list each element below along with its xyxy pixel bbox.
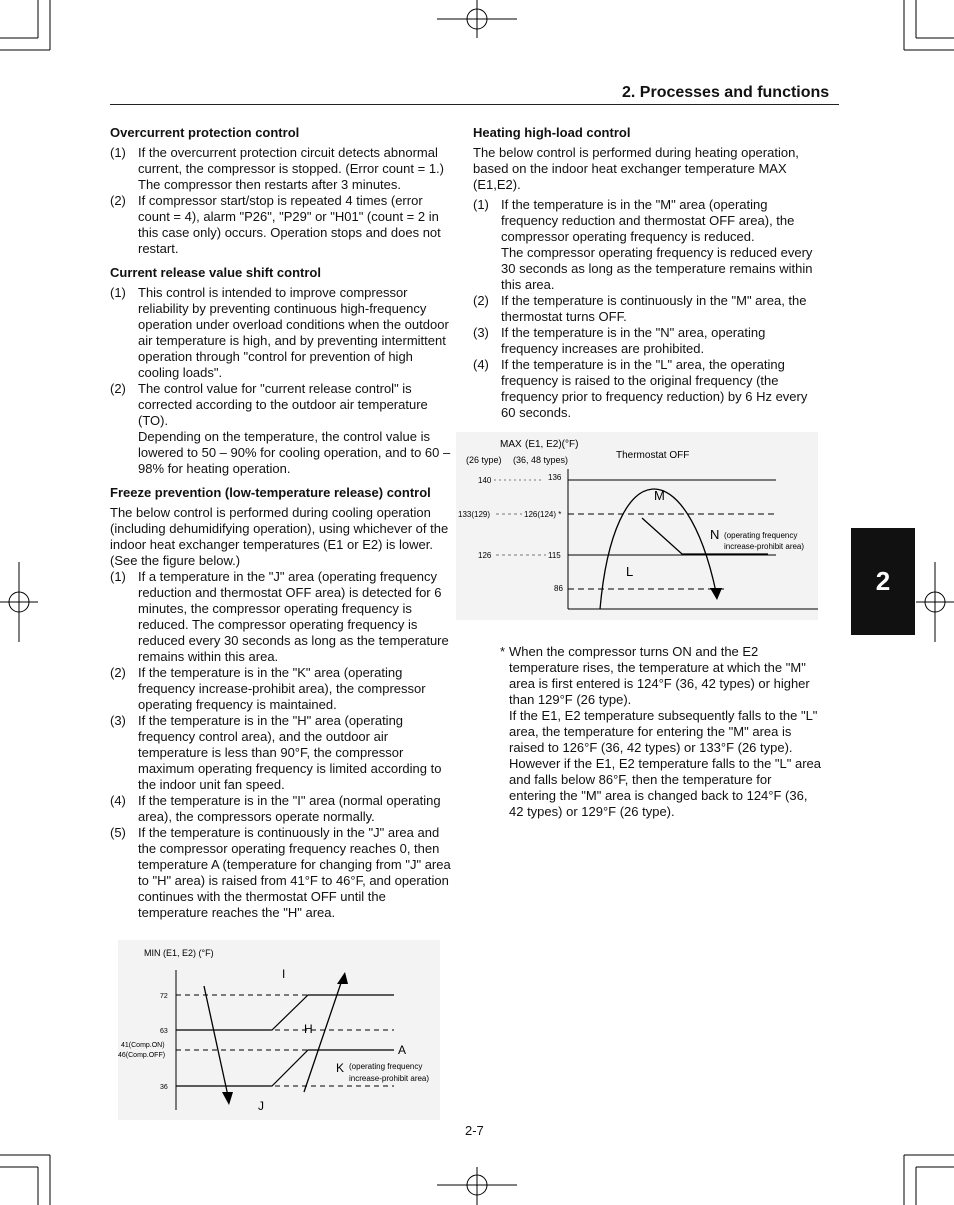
- tick-label: 63: [160, 1028, 168, 1035]
- list-item: [110, 381, 455, 477]
- item-number: (3): [473, 325, 489, 340]
- area-label-n: N: [710, 527, 720, 542]
- area-label-j: J: [258, 1099, 264, 1113]
- list-item: [473, 293, 818, 325]
- list-item: [110, 145, 455, 193]
- freeze-intro: The below control is performed during cooling operation (including dehumidifying operation), using whichever of the indoor heat exchanger temperatures (E1 or E2) is lower. (See the figure below.): [110, 505, 449, 568]
- item-text: If the temperature is in the "M" area (operating frequency reduction and thermostat OFF area), the compressor operating frequency is reduced. The compressor operating frequency is reduced every 30 seconds as long as the temperature remains within this area.: [501, 197, 813, 292]
- chapter-tab: 2: [851, 528, 915, 635]
- tick-label: 115: [548, 551, 561, 560]
- item-number: (2): [110, 381, 126, 396]
- area-label-i: I: [282, 967, 286, 981]
- item-number: (2): [110, 665, 126, 680]
- heating-load-chart: [456, 432, 818, 620]
- item-text: If a temperature in the "J" area (operating frequency reduction and thermostat OFF area) is detected for 6 minutes, the compressor operating frequency is reduced. The compressor operating frequency is reduced every 30 seconds as long as the temperature remains within this area.: [138, 569, 449, 664]
- tick-label: 126: [478, 551, 492, 560]
- tick-label: 126(124) *: [524, 510, 562, 519]
- area-n-note: (operating frequency: [724, 531, 798, 540]
- item-text: The control value for "current release control" is corrected according to the outdoor air temperature (TO). Depending on the temperature, the control value is lowered to 50 – 90% for cooling operation, and to 60 – 98% for heating operation.: [138, 381, 451, 476]
- tick-label: 46(Comp.OFF): [118, 1052, 166, 1059]
- item-text: If the temperature is in the "H" area (operating frequency control area), and the outdoor air temperature is less than 90°F, the compressor maximum operating frequency is limited according to the indoor unit fan speed.: [138, 713, 442, 792]
- item-text: If the temperature is continuously in the "M" area, the thermostat turns OFF.: [501, 293, 807, 324]
- item-number: (2): [473, 293, 489, 308]
- item-text: If the temperature is in the "K" area (operating frequency increase-prohibit area), the compressor operating frequency is maintained.: [138, 665, 426, 712]
- freeze-prevention-chart: [118, 940, 440, 1120]
- footnote-text: When the compressor turns ON and the E2 temperature rises, the temperature at which the "M" area is first entered is 124°F (36, 42 types) or higher than 129°F (26 type). If the E1, E2 temperature subsequently falls to the "L" area, the temperature for entering the "M" area is raised to 126°F (36, 42 types) or 133°F (26 type). However if the E1, E2 temperature falls to the "L" area and falls below 86°F, then the temperature for entering the "M" area is changed back to 124°F (36, 42 types) or 129°F (26 type).: [509, 644, 821, 819]
- list-item: [110, 285, 455, 381]
- tick-label: 72: [160, 993, 168, 1000]
- item-number: (2): [110, 193, 126, 208]
- left-column: [110, 125, 455, 921]
- list-item: [473, 357, 818, 421]
- tick-label: 86: [554, 584, 563, 593]
- tick-label: 36: [160, 1084, 168, 1091]
- right-column: [473, 125, 818, 421]
- header-rule: [110, 104, 839, 105]
- heating-heading: Heating high-load control: [473, 125, 631, 140]
- list-item: [473, 325, 818, 357]
- item-number: (4): [473, 357, 489, 372]
- list-item: [110, 713, 455, 793]
- area-n-note: increase-prohibit area): [724, 542, 805, 551]
- tick-label: 133(129): [458, 510, 491, 519]
- list-item: [110, 825, 455, 921]
- section-title: 2. Processes and functions: [622, 84, 830, 101]
- list-item: [110, 569, 455, 665]
- tick-label: 41(Comp.ON): [121, 1042, 165, 1049]
- area-label-a: A: [398, 1043, 407, 1057]
- area-label-k: K: [336, 1061, 345, 1075]
- current-release-heading: Current release value shift control: [110, 265, 321, 280]
- overcurrent-heading: Overcurrent protection control: [110, 125, 300, 140]
- type-label-26: (26 type): [466, 455, 502, 465]
- area-label-m: M: [654, 488, 665, 503]
- item-text: If compressor start/stop is repeated 4 times (error count = 4), alarm "P26", "P29" or "H01" (count = 2 in this case only) occurs. Operation stops and does not restart.: [138, 193, 441, 256]
- area-label-h: H: [304, 1022, 313, 1036]
- item-text: If the temperature is in the "L" area, the operating frequency is raised to the original frequency (the frequency prior to frequency reduction) by 6 Hz every 60 seconds.: [501, 357, 808, 420]
- freeze-heading: Freeze prevention (low-temperature release) control: [110, 485, 431, 500]
- area-label-l: L: [626, 564, 634, 579]
- item-text: If the overcurrent protection circuit detects abnormal current, the compressor is stopped. (Error count = 1.) The compressor then restarts after 3 minutes.: [138, 145, 444, 192]
- item-number: (1): [110, 145, 126, 160]
- tick-label: 136: [548, 473, 562, 482]
- item-text: This control is intended to improve compressor reliability by preventing continuous high-frequency operation under overload conditions when the outdoor air temperature is high, and by preventing intermittent operation through "control for prevention of high cooling loads".: [138, 285, 449, 380]
- item-text: If the temperature is in the "I" area (normal operating area), the compressors operate normally.: [138, 793, 441, 824]
- item-number: (1): [473, 197, 489, 212]
- item-number: (4): [110, 793, 126, 808]
- list-item: [110, 793, 455, 825]
- axis-title: MAX: [500, 439, 522, 450]
- item-text: If the temperature is in the "N" area, operating frequency increases are prohibited.: [501, 325, 766, 356]
- list-item: [110, 665, 455, 713]
- item-number: (5): [110, 825, 126, 840]
- item-number: (3): [110, 713, 126, 728]
- list-item: [110, 193, 455, 257]
- area-k-note: increase-prohibit area): [349, 1074, 430, 1083]
- footnote: [500, 644, 822, 820]
- page-number: 2-7: [465, 1123, 484, 1138]
- area-k-note: (operating frequency: [349, 1062, 423, 1071]
- axis-title-unit: (E1, E2)(°F): [525, 439, 579, 450]
- thermostat-off-label: Thermostat OFF: [616, 450, 690, 461]
- tick-label: 140: [478, 476, 492, 485]
- item-text: If the temperature is continuously in the "J" area and the compressor operating frequency reaches 0, then temperature A (temperature for changing from "J" area to "H" area) is raised from 41°F to 46°F, and operation continues with the thermostat OFF until the temperature reaches the "H" area.: [138, 825, 451, 920]
- heating-intro: The below control is performed during heating operation, based on the indoor heat exchanger temperature MAX (E1,E2).: [473, 145, 799, 192]
- axis-title: MIN (E1, E2) (°F): [144, 948, 214, 958]
- footnote-marker: *: [500, 644, 506, 659]
- item-number: (1): [110, 285, 126, 300]
- list-item: [473, 197, 818, 293]
- type-label-36-48: (36, 48 types): [513, 455, 569, 465]
- item-number: (1): [110, 569, 126, 584]
